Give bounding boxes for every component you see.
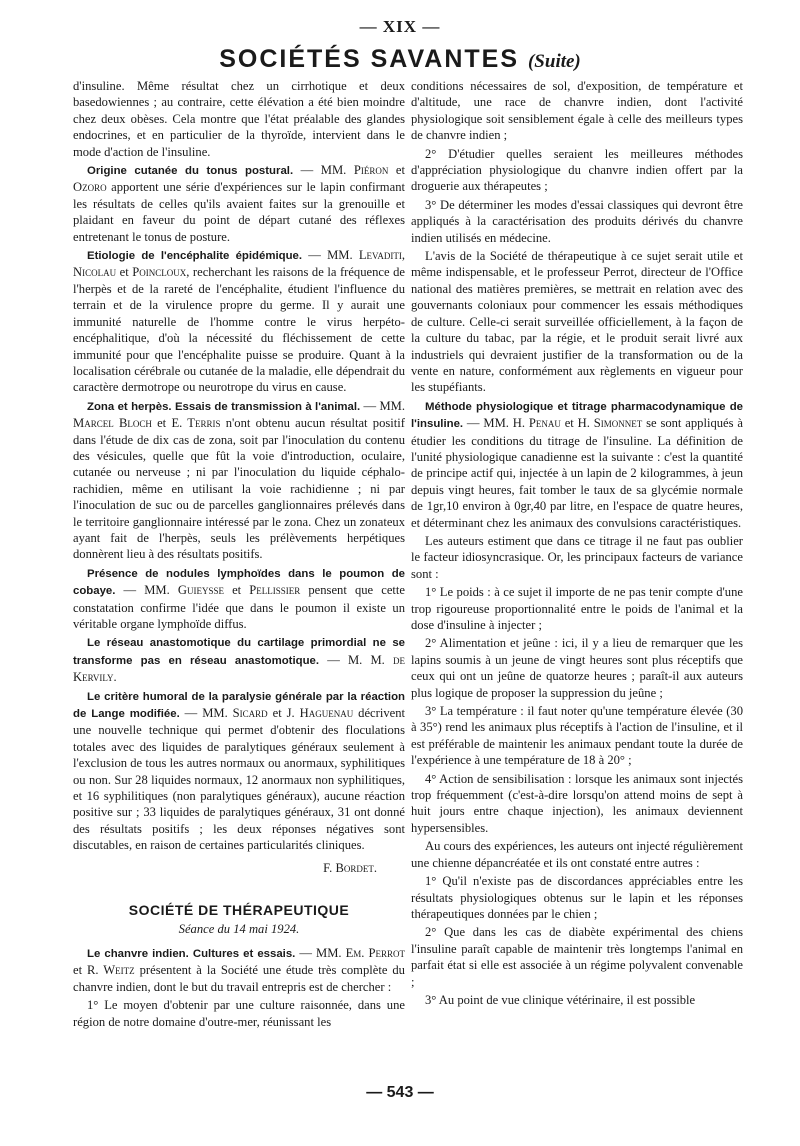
author-names: H. Penau xyxy=(512,416,561,431)
paragraph-text: , recherchant les raisons de la fréquence de l'herpès et de la rareté de l'encéphalite, étudient l'influence du terrain et de la virulence propre du germe. Il y aurait une immunité naturelle de l'homme contre le virus herpéto-encéphalitique, d'où la nécessité du fléchissement de cette immunité pour que l'encéphalite puisse se produire. Quant à la localisation cérébrale ou cutanée de la maladie, elle dépendrait du caractère dermotrope ou neurotrope du virus en cause. xyxy=(73,265,405,395)
paragraph-encephalite xyxy=(73,247,405,396)
conj: et xyxy=(73,963,88,978)
paragraph: 2° D'étudier quelles seraient les meilleures méthodes d'appréciation physiologique du chanvre indien offert par la droguerie aux thérapeutes ; xyxy=(411,146,743,194)
conj: et xyxy=(151,416,172,431)
conj: et xyxy=(388,163,405,178)
paragraph: 3° De déterminer les modes d'essai classiques qui devront être appliqués à la caractérisation des produits dérivés du chanvre indien utilisés en médecine. xyxy=(411,197,743,245)
author-names: Marcel Bloch xyxy=(73,416,152,431)
signature: F. Bordet. xyxy=(323,860,377,875)
dash: — MM. xyxy=(360,398,405,413)
author-names: Em. Perrot xyxy=(345,945,406,960)
paragraph-text: n'ont obtenu aucun résultat positif dans l'étude de dix cas de zona, soit par l'inoculation du contenu des vésicules, quelle que fût la voie d'introduction, oculaire, cutanée ou nerveuse ; ni par l'inoculation du liquide céphalo-rachidien, même en utilisant la voie rachidienne ; ni par l'inoculation de suc ou de parcelles ganglionnaires prélevés dans le territoire ganglionnaire intéressé par le zona. Chez un zonateux ayant fait de l'herpès, seuls les prélèvements herpétiques donnèrent lieu à des résultats positifs. xyxy=(73,416,405,562)
author-names: R. Weitz xyxy=(87,963,135,978)
paragraph-text: se sont appliqués à étudier les conditions du titrage de l'insuline. La définition de l'unité physiologique canadienne est la suivante : c'est la quantité de principe actif qui, injectée à un lapin de 2 kilogrammes, à jeun depuis vingt heures, fait tomber le taux de sa glycémie normale de 1gr,10 environ à 0gr,40 par litre, en l'espace de quatre heures, et déterminant chez les animaux des convulsions caractéristiques. xyxy=(411,416,743,530)
paragraph-reseau xyxy=(73,634,405,685)
conj: et xyxy=(560,416,578,431)
author-names: E. Terris xyxy=(171,416,221,431)
paragraph: Les auteurs estiment que dans ce titrage il ne faut pas oublier le facteur idiosyncrasique. Or, les principaux facteurs de variance sont : xyxy=(411,533,743,581)
author-names: Levaditi, Nicolau xyxy=(73,248,405,280)
paragraph-nodules xyxy=(73,565,405,633)
paragraph: 1° Le moyen d'obtenir par une culture raisonnée, dans une région de notre domaine d'outre-mer, réunissant les xyxy=(73,998,405,1029)
page-title xyxy=(0,45,800,74)
period: . xyxy=(113,670,117,685)
paragraph-heading: Le réseau anastomotique du cartilage primordial ne se transforme pas en réseau anastomotique. xyxy=(73,637,405,667)
paragraph-text: présentent à la Société une étude très complète du chanvre indien, dont le but du travail entrepris est de chercher : xyxy=(73,963,405,994)
author-names: Ozoro xyxy=(73,180,107,195)
paragraph: 2° Alimentation et jeûne : ici, il y a lieu de remarquer que les lapins soumis à un jeune de vingt heures sont plus réceptifs que ceux qui ont un jeûne de quatorze heures ; paraît-il aux auteurs plus logique de proposer la suppression du jeûne ; xyxy=(411,636,743,700)
paragraph: 2° Que dans les cas de diabète expérimental des chiens l'insuline paraît capable de maintenir très longtemps l'animal en parfait état si elle est associée à un régime polyvalent convenable ; xyxy=(411,925,743,989)
paragraph-chanvre xyxy=(73,945,405,995)
paragraph: 1° Qu'il n'existe pas de discordances appréciables entre les résultats physiologiques obtenus sur le lapin et les réponses thérapeutiques données par le chien ; xyxy=(411,874,743,921)
author-names: H. Simonnet xyxy=(577,416,643,431)
paragraph-origine-cutanee xyxy=(73,162,405,245)
dash: — MM. xyxy=(295,945,346,960)
roman-page-number: — XIX — xyxy=(359,17,441,36)
paragraph: 4° Action de sensibilisation : lorsque les animaux sont injectés trop fréquemment (c'est-à-dire lorsqu'on attend moins de sept à huit jours entre chaque injection), les animaux deviennent hypersensibles. xyxy=(411,771,743,835)
paragraph-methode xyxy=(411,398,743,531)
page-number: — 543 — xyxy=(366,1084,434,1101)
dash: — M. M. xyxy=(319,652,393,667)
section-date: Séance du 14 mai 1924. xyxy=(178,921,300,936)
author-names: J. Haguenau xyxy=(286,706,354,721)
paragraph: d'insuline. Même résultat chez un cirrhotique et deux basedowiennes ; au contraire, cette élévation a été bien moindre chez deux obèses. Cela montre que l'état préalable des glandes endocrines, et en particulier de la thyroïde, intervient dans le mode d'action de l'insuline. xyxy=(73,79,405,159)
author-names: Guieysse xyxy=(177,583,224,598)
paragraph: Au cours des expériences, les auteurs ont injecté régulièrement une chienne dépancréatée et ils ont constaté entre autres : xyxy=(411,839,743,870)
dash: — MM. xyxy=(302,248,359,263)
paragraph-heading: Présence de nodules lymphoïdes dans le poumon de cobaye. xyxy=(73,567,405,598)
conj: et xyxy=(116,265,133,280)
dash: — MM. xyxy=(293,163,354,178)
paragraph-heading: Le chanvre indien. Cultures et essais. xyxy=(87,947,296,960)
right-column xyxy=(411,78,743,1010)
conj: et xyxy=(267,706,287,721)
paragraph: 3° Au point de vue clinique vétérinaire, il est possible xyxy=(425,992,696,1007)
paragraph-heading: Etiologie de l'encéphalite épidémique. xyxy=(87,250,303,263)
paragraph: 1° Le poids : à ce sujet il importe de ne pas tenir compte d'une trop rigoureuse proportionnalité entre le poids de l'animal et la dose d'insuline à injecter ; xyxy=(411,585,743,632)
author-names: Poincloux xyxy=(132,265,187,280)
dash: — MM. xyxy=(463,416,513,431)
paragraph-heading: Le critère humoral de la paralysie générale par la réaction de Lange modifiée. xyxy=(73,690,405,721)
author-names: Pellissier xyxy=(249,583,301,598)
paragraph-heading: Méthode physiologique et titrage pharmacodynamique de l'insuline. xyxy=(411,400,743,431)
title-suite: (Suite) xyxy=(527,51,581,72)
paragraph-zona xyxy=(73,398,405,563)
paragraph-text: pensent que cette constatation confirme l'idée que dans le poumon il existe un véritable organe lymphoïde diffus. xyxy=(73,583,405,631)
author-names: Piéron xyxy=(353,163,389,178)
conj: et xyxy=(223,583,250,598)
paragraph: conditions nécessaires de sol, d'exposition, de température et d'altitude, une race de chanvre indien, dont l'activité physiologique soit sensiblement égale à celle des meilleurs types de chanvre indien ; xyxy=(411,79,743,143)
author-names: de Kervily xyxy=(73,652,405,685)
author-names: Sicard xyxy=(232,706,268,721)
dash: — MM. xyxy=(179,706,233,721)
paragraph-heading: Origine cutanée du tonus postural. xyxy=(87,165,294,178)
paragraph: 3° La température : il faut noter qu'une température élevée (30 à 35°) rend les animaux plus réceptifs à l'action de l'insuline, et il est préférable de maintenir les animaux pendant toute la durée de l'expérience à une température de 18 à 20° ; xyxy=(411,704,743,768)
paragraph: L'avis de la Société de thérapeutique à ce sujet serait utile et même indispensable, et le professeur Perrot, directeur de l'Office national des matières premières, se mettrait en relation avec des gouvernants coloniaux pour commencer les essais méthodiques de culture. Celle-ci serait surveillée officiellement, à la façon de la culture du tabac, par la régie, et le produit serait livré aux industriels qui devraient justifier de la transformation ou de la vente en nature, conformément aux règlements en vigueur pour les stupéfiants. xyxy=(411,249,743,395)
title-text: SOCIÉTÉS SAVANTES xyxy=(219,45,520,73)
paragraph-heading: Zona et herpès. Essais de transmission à l'animal. xyxy=(87,400,361,413)
paragraph-critere xyxy=(73,688,405,854)
section-title: SOCIÉTÉ DE THÉRAPEUTIQUE xyxy=(128,902,350,919)
left-column xyxy=(73,78,405,1032)
dash: — MM. xyxy=(115,583,178,598)
paragraph-text: décrivent une nouvelle technique qui permet d'obtenir des floculations totales avec des liquides de paralytiques généraux seulement à l'exclusion de tous les autres normaux ou anormaux, syphilitiques ou non. Sur 28 liquides normaux, 12 anormaux non syphilitiques, et 16 syphilitiques (non paralytiques généraux), aucune réaction positive sur ; 33 liquides de paralytiques généraux, 31 ont donné des résultats positifs ; les deux réponses négatives sont discutables, en raison de certaines particularités cliniques. xyxy=(73,706,405,853)
paragraph-text: apportent une série d'expériences sur le lapin confirmant les résultats de celles qu'ils avaient faites sur la grenouille et plaidant en faveur du point de départ cutané des réflexes entretenant le tonus de posture. xyxy=(73,180,405,244)
